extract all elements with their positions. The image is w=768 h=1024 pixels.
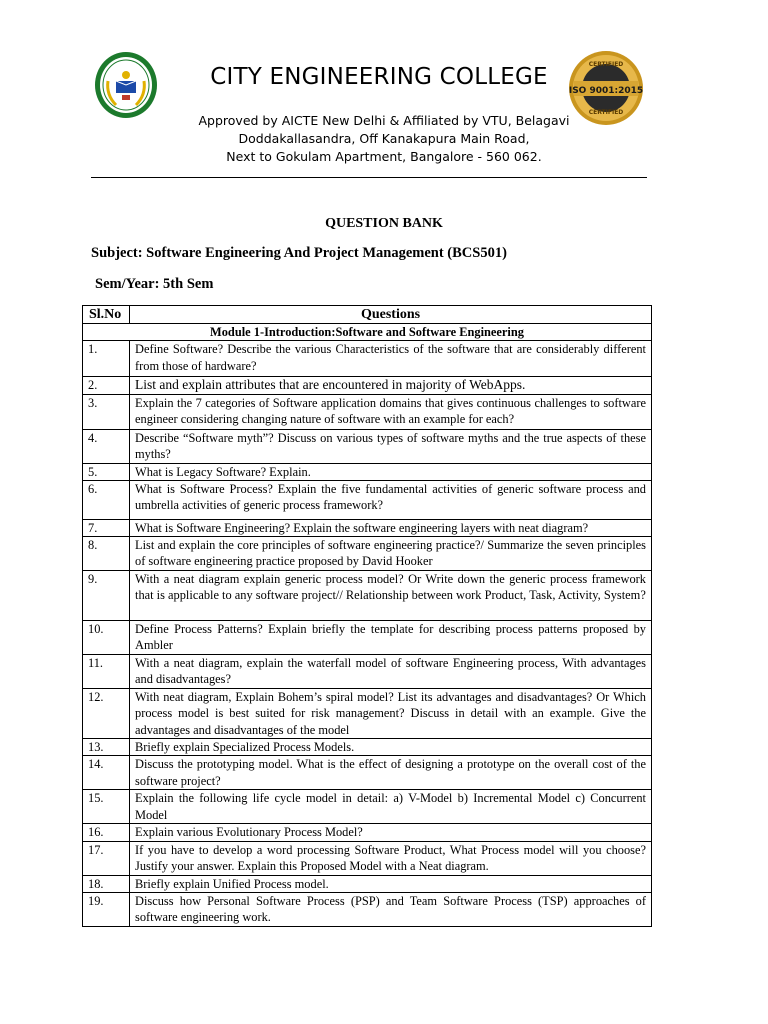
question-table (82, 305, 652, 927)
question-text: Explain the 7 categories of Software application domains that gives continuous challenges to software engineer considering changing nature of software with an example for each? (130, 394, 652, 429)
question-number: 19. (83, 893, 130, 927)
address-line-1: Approved by AICTE New Delhi & Affiliated by VTU, Belagavi (198, 113, 570, 128)
iso-badge-bottom-text: CERTIFIED (588, 109, 624, 116)
address-line-3: Next to Gokulam Apartment, Bangalore - 560 062. (226, 149, 542, 164)
question-number: 5. (83, 463, 130, 480)
question-number: 9. (83, 571, 130, 621)
table-row (83, 621, 652, 655)
question-text: What is Software Process? Explain the five fundamental activities of generic software process and umbrella activities of generic process framework? (130, 480, 652, 519)
address-line-2: Doddakallasandra, Off Kanakapura Main Road, (238, 131, 530, 146)
question-text: Explain the following life cycle model in detail: a) V-Model b) Incremental Model c) Concurrent Model (130, 790, 652, 824)
document-title: QUESTION BANK (325, 216, 443, 231)
question-number: 14. (83, 756, 130, 790)
question-text: What is Legacy Software? Explain. (130, 463, 652, 480)
table-row (83, 841, 652, 875)
table-row (83, 571, 652, 621)
question-number: 11. (83, 655, 130, 689)
table-row (83, 429, 652, 463)
question-number: 15. (83, 790, 130, 824)
question-number: 10. (83, 621, 130, 655)
sem-year-line: Sem/Year: 5th Sem (95, 276, 214, 292)
table-row (83, 377, 652, 394)
subject-line: Subject: Software Engineering And Project Management (BCS501) (91, 245, 507, 261)
question-text: Briefly explain Unified Process model. (130, 875, 652, 892)
question-number: 2. (83, 377, 130, 394)
question-number: 3. (83, 394, 130, 429)
question-text: Define Software? Describe the various Characteristics of the software that are considerably different from those of hardware? (130, 341, 652, 377)
table-row (83, 739, 652, 756)
question-text: Discuss the prototyping model. What is the effect of designing a prototype on the overall cost of the software project? (130, 756, 652, 790)
table-row (83, 790, 652, 824)
table-row (83, 655, 652, 689)
question-number: 6. (83, 480, 130, 519)
col-header-questions: Questions (130, 306, 652, 324)
question-number: 16. (83, 824, 130, 841)
iso-badge-top-text: CERTIFIED (588, 61, 624, 68)
table-row (83, 463, 652, 480)
table-row (83, 824, 652, 841)
table-row (83, 537, 652, 571)
question-number: 18. (83, 875, 130, 892)
iso-badge-center-text: ISO 9001:2015 (568, 86, 644, 96)
question-text: Describe “Software myth”? Discuss on various types of software myths and the true aspects of these myths? (130, 429, 652, 463)
table-row (83, 480, 652, 519)
module-heading: Module 1-Introduction:Software and Software Engineering (83, 324, 652, 341)
table-row (83, 341, 652, 377)
table-row (83, 689, 652, 739)
question-text: With a neat diagram, explain the waterfall model of software Engineering process, With advantages and disadvantages? (130, 655, 652, 689)
question-number: 13. (83, 739, 130, 756)
question-number: 7. (83, 519, 130, 536)
question-number: 4. (83, 429, 130, 463)
question-text: With neat diagram, Explain Bohem’s spiral model? List its advantages and disadvantages? Or Which process model is best suited for risk management? Discuss in detail with an example. Give the advantages and disadvantages of the model (130, 689, 652, 739)
table-row (83, 893, 652, 927)
table-row (83, 756, 652, 790)
question-text: What is Software Engineering? Explain the software engineering layers with neat diagram? (130, 519, 652, 536)
question-text: Explain various Evolutionary Process Model? (130, 824, 652, 841)
question-text: With a neat diagram explain generic process model? Or Write down the generic process framework that is applicable to any software project// Relationship between work Product, Task, Activity, System? (130, 571, 652, 621)
question-number: 8. (83, 537, 130, 571)
table-row (83, 519, 652, 536)
question-text: Discuss how Personal Software Process (PSP) and Team Software Process (TSP) approaches of software engineering work. (130, 893, 652, 927)
question-text: List and explain the core principles of software engineering practice?/ Summarize the seven principles of software engineering practice proposed by David Hooker (130, 537, 652, 571)
question-text: List and explain attributes that are encountered in majority of WebApps. (130, 377, 652, 394)
college-name: CITY ENGINEERING COLLEGE (210, 64, 548, 90)
col-header-slno: Sl.No (83, 306, 130, 324)
module-heading-row (83, 324, 652, 341)
table-header-row (83, 306, 652, 324)
question-text: If you have to develop a word processing Software Product, What Process model will you choose? Justify your answer. Explain this Proposed Model with a Neat diagram. (130, 841, 652, 875)
question-number: 17. (83, 841, 130, 875)
table-row (83, 394, 652, 429)
table-row (83, 875, 652, 892)
question-text: Briefly explain Specialized Process Models. (130, 739, 652, 756)
header-divider (91, 177, 647, 178)
question-number: 12. (83, 689, 130, 739)
question-text: Define Process Patterns? Explain briefly the template for describing process patterns proposed by Ambler (130, 621, 652, 655)
iso-certified-badge (568, 50, 644, 126)
question-number: 1. (83, 341, 130, 377)
